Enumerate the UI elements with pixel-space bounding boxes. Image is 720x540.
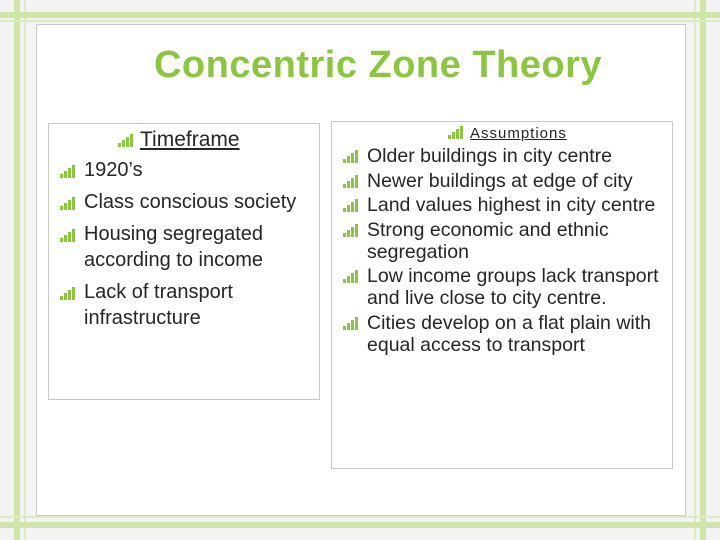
- list-item: [343, 145, 668, 167]
- signal-bars-icon: [60, 228, 78, 242]
- list-item: [60, 279, 310, 331]
- signal-bars-icon: [343, 316, 361, 330]
- slide-title: Concentric Zone Theory: [153, 44, 603, 86]
- list-item: [343, 194, 668, 216]
- list-item-text: Housing segregated according to income: [84, 223, 264, 271]
- timeframe-heading-label: Timeframe: [140, 128, 240, 151]
- signal-bars-icon: [448, 125, 466, 139]
- list-item: [60, 221, 310, 273]
- list-item-text: Newer buildings at edge of city: [367, 169, 633, 192]
- frame-stripe-bottom: [0, 522, 720, 528]
- signal-bars-icon: [343, 269, 361, 283]
- list-item-text: Class conscious society: [84, 191, 297, 213]
- list-item: [343, 219, 668, 263]
- timeframe-heading: [118, 128, 240, 152]
- list-item-text: Strong economic and ethnic segregation: [367, 218, 609, 263]
- list-item: [60, 157, 310, 183]
- list-item-text: Low income groups lack transport and live close to city centre.: [367, 265, 659, 309]
- list-item: [60, 189, 310, 215]
- list-item-text: Cities develop on a flat plain with equal access to transport: [367, 311, 651, 356]
- frame-stripe-top: [0, 12, 720, 18]
- signal-bars-icon: [343, 198, 361, 212]
- list-item-text: 1920’s: [84, 159, 143, 181]
- list-item: [343, 312, 668, 356]
- list-item-text: Lack of transport infrastructure: [84, 281, 233, 329]
- assumptions-heading: [448, 124, 567, 142]
- signal-bars-icon: [343, 149, 361, 163]
- signal-bars-icon: [60, 286, 78, 300]
- signal-bars-icon: [60, 164, 78, 178]
- list-item-text: Land values highest in city centre: [367, 194, 656, 216]
- assumptions-list: [343, 145, 668, 358]
- frame-stripe-top-inner: [0, 20, 720, 22]
- assumptions-heading-label: Assumptions: [470, 125, 567, 142]
- list-item: [343, 170, 668, 192]
- frame-stripe-bottom-inner: [0, 516, 720, 518]
- signal-bars-icon: [343, 223, 361, 237]
- list-item: [343, 265, 668, 309]
- signal-bars-icon: [60, 196, 78, 210]
- signal-bars-icon: [343, 174, 361, 188]
- timeframe-list: [60, 157, 310, 337]
- signal-bars-icon: [118, 133, 136, 147]
- list-item-text: Older buildings in city centre: [367, 145, 612, 167]
